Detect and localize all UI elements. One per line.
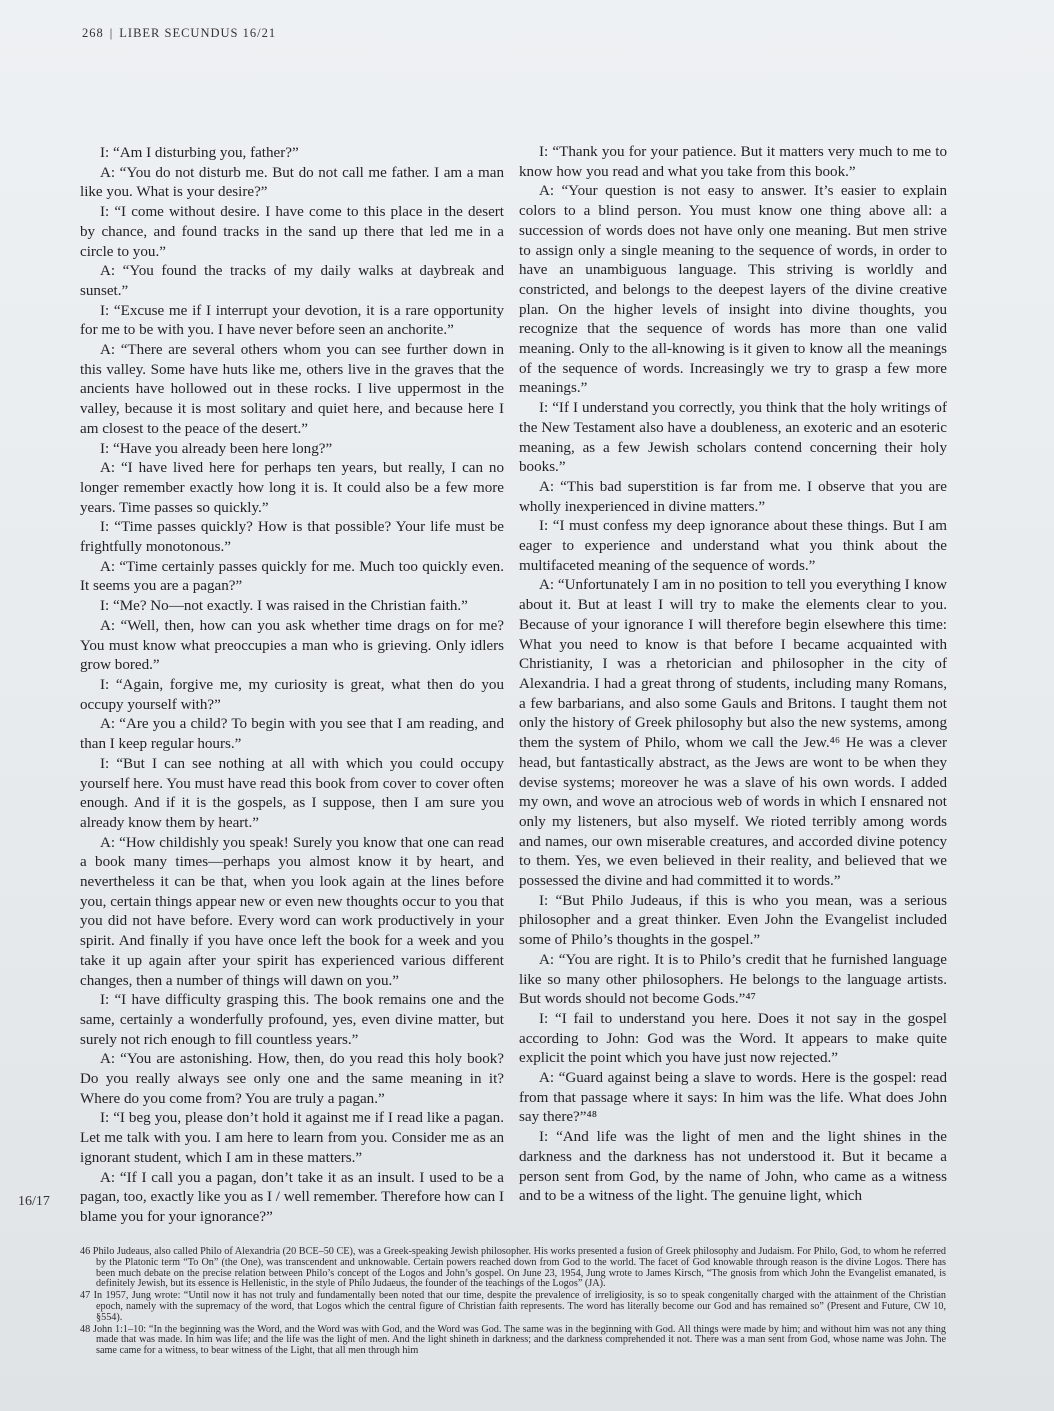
paragraph: I: “Thank you for your patience. But it matters very much to me to know how you read and what you take from this book.” [519, 144, 947, 180]
running-title: LIBER SECUNDUS 16/21 [119, 26, 277, 40]
paragraph: A: “Guard against being a slave to words. Here is the gospel: read from that passage where it says: In him was the life. What does John say there?”⁴⁸ [519, 1070, 947, 1126]
paragraph: I: “And life was the light of men and the light shines in the darkness and the darkness has not understood it. But it became a person sent from God, by the name of John, who came as a witness and to be a witness of the light. The genuine light, which [519, 1129, 947, 1205]
paragraph: I: “I come without desire. I have come to this place in the desert by chance, and found tracks in the sand up there that led me in a circle to you.” [80, 204, 504, 260]
paragraph: A: “Time certainly passes quickly for me. Much too quickly even. It seems you are a pagan?” [80, 558, 504, 595]
paragraph: I: “Time passes quickly? How is that possible? Your life must be frightfully monotonous.” [80, 519, 504, 556]
paragraph: A: “Well, then, how can you ask whether time drags on for me? You must know what preoccupies a man who is grieving. Only idlers grow bored.” [80, 617, 504, 674]
paragraph: A: “There are several others whom you can see further down in this valley. Some have huts like me, others live in the graves that the ancients have hollowed out in these rocks. I live uppermost in the valley, because it is most solitary and quiet here, and because here I am closest to the peace of the desert.” [80, 342, 504, 437]
paragraph: I: “I have difficulty grasping this. The book remains one and the same, certainly a wonderfully profound, yes, even divine matter, but surely not rich enough to fill countless years.” [80, 992, 504, 1048]
paragraph: A: “How childishly you speak! Surely you know that one can read a book many times—perhaps you almost know it by heart, and nevertheless it can be that, when you look again at the lines before you, certain things appear new or even new thoughts occur to you that you did not have before. Every word can work productively in your spirit. And finally if you have once left the book for a week and you take it up again after your spirit has experienced various different changes, then a number of things will dawn on you.” [80, 834, 504, 989]
footnote-47: 47 In 1957, Jung wrote: “Until now it has not truly and fundamentally been noted that our time, despite the prevalence of irreligiosity, is so to speak congenitally charged with the attainment of the Christian epoch, namely with the supremacy of the word, that Logos which the central figure of Christian faith represents. The word has literally become our God and has remained so” (Present and Future, CW 10, §554). [80, 1290, 946, 1323]
paragraph: A: “Are you a child? To begin with you see that I am reading, and than I keep regular hours.” [80, 716, 504, 753]
margin-reference: 16/17 [18, 1194, 50, 1209]
paragraph: I: “I beg you, please don’t hold it against me if I read like a pagan. Let me talk with you. I am here to learn from you. Consider me as an ignorant student, which I am in these matters.” [80, 1110, 504, 1166]
footnote-46: 46 Philo Judeaus, also called Philo of Alexandria (20 BCE–50 CE), was a Greek-speaking Jewish philosopher. His works presented a fusion of Greek philosophy and Judaism. For Philo, God, to whom he referred by the Platonic term “To On” (the One), was transcendent and unknowable. Certain powers reached down from God to the world. The facet of God knowable through reason is the divine Logos. There has been much debate on the precise relation between Philo’s concept of the Logos and John’s gospel. On June 23, 1954, Jung wrote to James Kirsch, “The gnosis from which John the Evangelist emanated, is definitely Jewish, but its essence is Hellenistic, in the style of Philo Judaeus, the founder of the teachings of the Logos” (JA). [80, 1246, 946, 1290]
paragraph: A: “You do not disturb me. But do not call me father. I am a man like you. What is your desire?” [80, 164, 504, 201]
page-number: 268 [82, 26, 104, 40]
paragraph: I: “Have you already been here long?” [100, 440, 333, 457]
paragraph: A: “Your question is not easy to answer. It’s easier to explain colors to a blind person. You must know one thing above all: a succession of words does not have only one meaning. But men strive to assign only a single meaning to the sequence of words, in order to have an unambiguous language. This striving is worldly and constricted, and belongs to the deepest layers of the divine creative plan. On the higher levels of insight into divine thoughts, you recognize that the sequence of words has more than one valid meaning. Only to the all-knowing is it given to know all the meanings of the sequence of words. Increasingly we try to grasp a few more meanings.” [519, 183, 947, 397]
footnotes [80, 1247, 946, 1358]
paragraph: I: “But Philo Judeaus, if this is who you mean, was a serious philosopher and a great thinker. Even John the Evangelist included some of Philo’s thoughts in the gospel.” [519, 892, 947, 949]
paragraph: I: “Me? No—not exactly. I was raised in the Christian faith.” [100, 598, 468, 615]
paragraph: I: “Am I disturbing you, father?” [100, 145, 299, 161]
footnote-48: 48 John 1:1–10: “In the beginning was the Word, and the Word was with God, and the Word was God. The same was in the beginning with God. All things were made by him; and without him was not any thing made that was made. In him was life; and the life was the light of men. And the light shineth in darkness; and the darkness comprehended it not. There was a man sent from God, whose name was John. The same came for a witness, to bear witness of the Light, that all men through him [80, 1323, 946, 1357]
left-column [80, 144, 504, 1228]
paragraph: A: “You are right. It is to Philo’s credit that he furnished language like so many other philosophers. He belongs to the language artists. But words should not become Gods.”⁴⁷ [519, 951, 947, 1008]
paragraph: I: “Again, forgive me, my curiosity is great, what then do you occupy yourself with?” [80, 676, 504, 713]
running-header [82, 26, 276, 41]
paragraph: A: “I have lived here for perhaps ten years, but really, I can no longer remember exactly how long it is. It could also be a few more years. Time passes so quickly.” [80, 460, 504, 516]
paragraph: A: “You are astonishing. How, then, do you read this holy book? Do you really always see only one and the same meaning in it? Where do you come from? You are truly a pagan.” [80, 1051, 504, 1107]
paragraph: A: “This bad superstition is far from me. I observe that you are wholly inexperienced in divine matters.” [519, 478, 947, 515]
paragraph: I: “If I understand you correctly, you think that the holy writings of the New Testament also have a doubleness, an exoteric and an esoteric meaning, as a few Jewish scholars contend concerning their holy books.” [519, 400, 947, 476]
paragraph: I: “I fail to understand you here. Does it not say in the gospel according to John: God was the Word. It appears to make quite explicit the point which you have just now rejected.” [519, 1010, 947, 1067]
paragraph: I: “But I can see nothing at all with which you could occupy yourself here. You must have read this book from cover to cover often enough. And if it is the gospels, as I suppose, then I am sure you already know them by heart.” [80, 755, 504, 831]
paragraph: A: “Unfortunately I am in no position to tell you everything I know about it. But at least I will try to make the elements clear to you. Because of your ignorance I will therefore begin elsewhere this time: What you need to know is that before I became acquainted with Christianity, I was a rhetorician and philosopher in the city of Alexandria. I had a great throng of students, including many Romans, a few barbarians, and also some Gauls and Britons. I taught them not only the history of Greek philosophy but also the new systems, among them the system of Philo, whom we call the Jew.⁴⁶ He was a clever head, but fantastically abstract, as the Jews are wont to be when they devise systems; moreover he was a slave of his own words. I added my own, and wove an atrocious web of words in which I ensnared not only my listeners, but also myself. We rioted terribly among words and names, our own miserable creatures, and accorded divine potency to them. Yes, we even believed in their reality, and believed that we possessed the divine and had committed it to words.” [519, 577, 947, 890]
paragraph: I: “I must confess my deep ignorance about these things. But I am eager to experience and understand what you think about the multifaceted meaning of the sequence of words.” [519, 518, 947, 574]
paragraph: I: “Excuse me if I interrupt your devotion, it is a rare opportunity for me to be with you. I have never before seen an anchorite.” [80, 302, 504, 339]
right-column [519, 143, 947, 1207]
paragraph: A: “If I call you a pagan, don’t take it as an insult. I used to be a pagan, too, exactly like you as I / well remember. Therefore how can I blame you for your ignorance?” [80, 1169, 504, 1225]
header-separator: | [109, 26, 114, 40]
paragraph: A: “You found the tracks of my daily walks at daybreak and sunset.” [80, 263, 504, 299]
